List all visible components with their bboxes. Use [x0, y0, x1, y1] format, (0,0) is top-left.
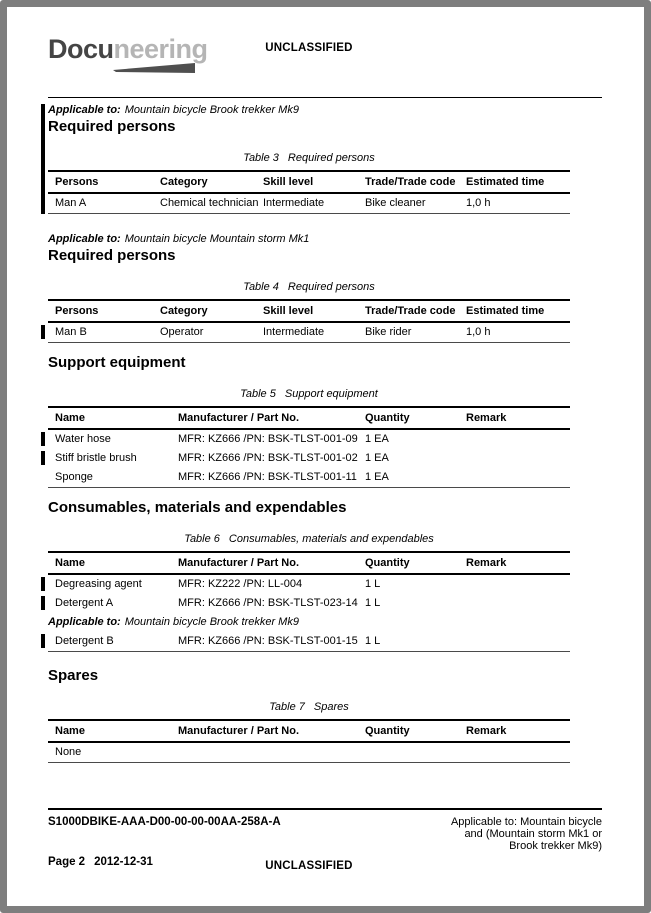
table-caption: [48, 281, 570, 294]
table-caption-title: Required persons: [287, 281, 375, 293]
header-rule: [48, 97, 602, 98]
table-cell: [365, 742, 466, 763]
table-header-row: [48, 720, 570, 742]
applicable-to-label: Applicable to:: [48, 233, 121, 245]
table-cell: Bike cleaner: [365, 193, 466, 214]
table-cell: Man A: [48, 193, 160, 214]
col-header: Category: [160, 171, 263, 193]
logo-swoosh: [113, 63, 195, 73]
section-title: Required persons: [48, 118, 176, 135]
table-row: [48, 742, 570, 763]
page-number: Page 2: [48, 856, 86, 868]
footer-applicability-line: Brook trekker Mk9): [509, 840, 602, 852]
col-header: Manufacturer / Part No.: [178, 407, 365, 429]
table-caption-number: Table 7: [269, 701, 305, 713]
applicable-to-label: Applicable to:: [48, 104, 121, 116]
table-row: [48, 429, 570, 449]
table-header-row: [48, 171, 570, 193]
table-header-row: [48, 552, 570, 574]
table-cell: 1 L: [365, 578, 381, 590]
table-caption-number: Table 4: [243, 281, 279, 293]
section-title-consumables: Consumables, materials and expendables: [48, 499, 347, 516]
table-cell: 1 L: [365, 632, 466, 652]
section-title: Required persons: [48, 247, 176, 264]
support-equipment-table: [48, 406, 570, 488]
section-required-persons-2: [48, 232, 602, 343]
col-header: Skill level: [263, 300, 365, 322]
applicability-line: [48, 232, 602, 246]
table-cell: None: [48, 742, 178, 763]
table-cell: MFR: KZ222 /PN: LL-004: [178, 578, 303, 590]
table-row: [48, 193, 570, 214]
col-header: Quantity: [365, 552, 466, 574]
col-header: Remark: [466, 407, 570, 429]
applicable-to-value: Mountain bicycle Brook trekker Mk9: [124, 616, 299, 628]
col-header: Skill level: [263, 171, 365, 193]
table-cell-changed: Degreasing agent: [48, 574, 178, 594]
col-header: Estimated time: [466, 300, 570, 322]
classification-text: UNCLASSIFIED: [265, 860, 353, 872]
col-header: Trade/Trade code: [365, 171, 466, 193]
col-header: Quantity: [365, 407, 466, 429]
table-header-row: [48, 300, 570, 322]
col-header: Name: [48, 720, 178, 742]
table-row: [48, 449, 570, 468]
table-cell: MFR: KZ666 /PN: BSK-TLST-001-09: [178, 433, 358, 445]
footer-rule: [48, 808, 602, 810]
table-caption-title: Spares: [313, 701, 349, 713]
footer-bottom: [48, 856, 602, 870]
table-applicability-row: [48, 613, 570, 632]
table-caption-number: Table 6: [184, 533, 220, 545]
table-caption-title: Required persons: [287, 152, 375, 164]
section-required-persons-1: [48, 103, 602, 214]
classification-text: UNCLASSIFIED: [265, 42, 353, 54]
table-cell: MFR: KZ666 /PN: BSK-TLST-001-11: [178, 468, 365, 488]
col-header: Persons: [48, 300, 160, 322]
footer-applicability-line: and (Mountain storm Mk1 or: [464, 828, 602, 840]
table-cell: Bike rider: [365, 322, 466, 343]
table-caption: [48, 388, 570, 401]
table-caption-title: Consumables, materials and expendables: [228, 533, 434, 545]
table-cell-changed: Water hose: [48, 429, 178, 449]
issue-date: 2012-12-31: [94, 856, 153, 868]
table-cell: [466, 742, 570, 763]
required-persons-table-2: [48, 299, 570, 343]
logo-text-docu: Docu: [48, 34, 114, 64]
section-title-support-equipment: Support equipment: [48, 354, 186, 371]
table-cell: 1 EA: [365, 468, 466, 488]
footer-applicability: [451, 816, 602, 852]
table-cell: MFR: KZ666 /PN: BSK-TLST-001-15: [178, 632, 365, 652]
table-cell-changed: Man B: [48, 322, 160, 343]
col-header: Remark: [466, 552, 570, 574]
section-title-spares: Spares: [48, 667, 99, 684]
table-header-row: [48, 407, 570, 429]
table-caption: [48, 533, 570, 546]
col-header: Remark: [466, 720, 570, 742]
table-caption: [48, 701, 570, 714]
table-cell: Operator: [160, 322, 263, 343]
footer-main: [48, 816, 602, 852]
applicability-cell: [48, 613, 570, 632]
data-module-code: S1000DBIKE-AAA-D00-00-00-00AA-258A-A: [48, 816, 281, 828]
table-row: [48, 468, 570, 488]
required-persons-table-1: [48, 170, 570, 214]
table-row: [48, 632, 570, 652]
table-caption-title: Support equipment: [284, 388, 378, 400]
page-content: [7, 7, 602, 763]
col-header: Estimated time: [466, 171, 570, 193]
applicable-to-value: Mountain bicycle Brook trekker Mk9: [124, 104, 299, 116]
table-cell: Chemical technician: [160, 193, 263, 214]
applicable-to-value: Mountain bicycle Mountain storm Mk1: [124, 233, 310, 245]
table-cell: 1 L: [365, 597, 381, 609]
table-cell-changed: Detergent B: [48, 632, 178, 652]
table-cell: [466, 429, 570, 449]
table-row: [48, 594, 570, 613]
page-header: [48, 7, 602, 97]
table-cell: Intermediate: [263, 193, 365, 214]
table-caption: [48, 152, 570, 165]
table-cell: [466, 449, 570, 468]
classification-banner-top: [48, 38, 570, 56]
table-cell: [466, 594, 570, 613]
table-cell: [178, 742, 365, 763]
table-cell: 1,0 h: [466, 193, 570, 214]
table-cell: 1 EA: [365, 452, 389, 464]
spares-table: [48, 719, 570, 763]
table-cell-changed: Detergent A: [48, 594, 178, 613]
table-cell: 1 EA: [365, 433, 389, 445]
col-header: Name: [48, 552, 178, 574]
table-cell: 1,0 h: [466, 322, 570, 343]
footer-applicability-line: Applicable to: Mountain bicycle: [450, 816, 602, 828]
page-footer: [48, 808, 602, 870]
table-caption-number: Table 5: [240, 388, 276, 400]
table-cell: [466, 574, 570, 594]
col-header: Name: [48, 407, 178, 429]
table-cell-changed: Stiff bristle brush: [48, 449, 178, 468]
applicability-line: [48, 103, 602, 117]
col-header: Quantity: [365, 720, 466, 742]
applicable-to-label: Applicable to:: [48, 616, 121, 628]
table-cell: MFR: KZ666 /PN: BSK-TLST-001-02: [178, 452, 358, 464]
col-header: Manufacturer / Part No.: [178, 552, 365, 574]
table-row: [48, 574, 570, 594]
consumables-table: [48, 551, 570, 652]
col-header: Category: [160, 300, 263, 322]
table-caption-number: Table 3: [243, 152, 279, 164]
table-cell: Sponge: [48, 468, 178, 488]
classification-banner-bottom: [48, 856, 570, 874]
table-cell: Intermediate: [263, 322, 365, 343]
table-cell: MFR: KZ666 /PN: BSK-TLST-023-14: [178, 597, 358, 609]
logo-text-neering: neering: [113, 34, 208, 64]
col-header: Persons: [48, 171, 160, 193]
table-cell: [466, 632, 570, 652]
col-header: Manufacturer / Part No.: [178, 720, 365, 742]
col-header: Trade/Trade code: [365, 300, 466, 322]
table-row: [48, 322, 570, 343]
table-cell: [466, 468, 570, 488]
